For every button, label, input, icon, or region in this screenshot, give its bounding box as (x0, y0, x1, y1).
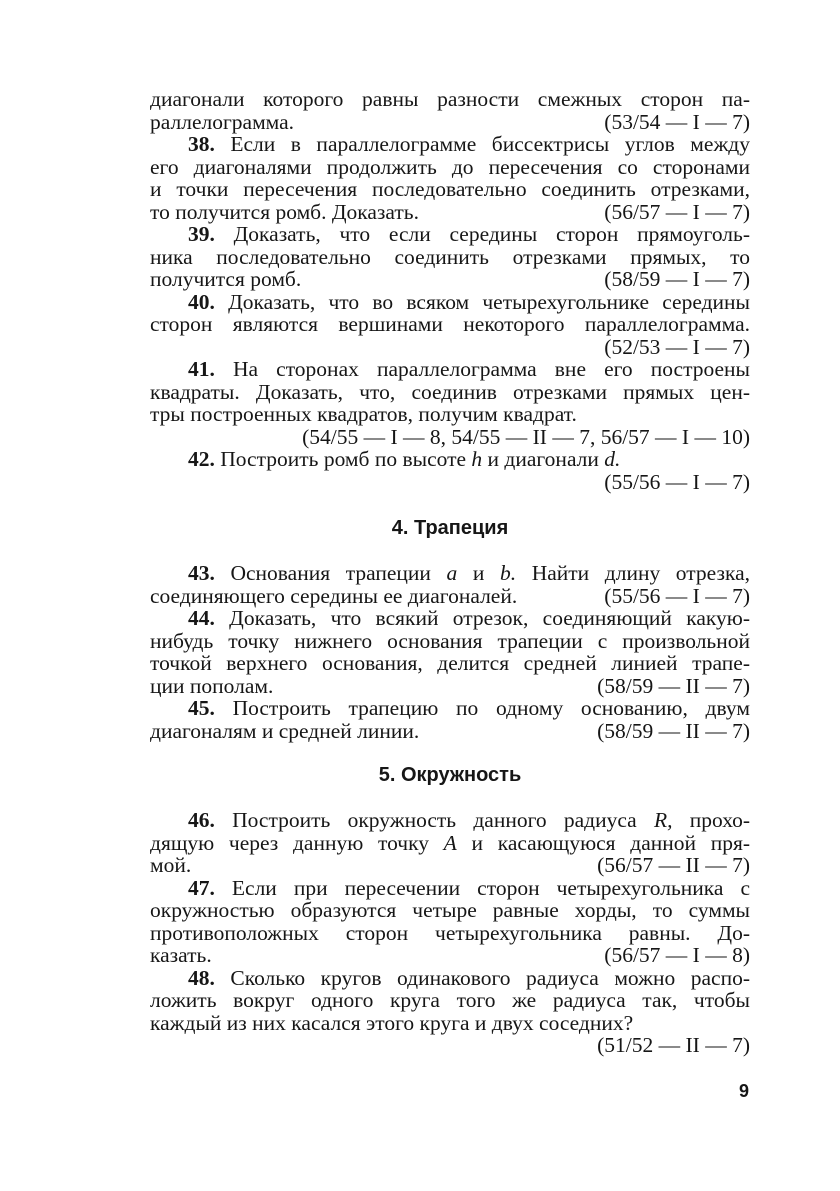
text-line: точкой верхнего основания, делится средней линией трапе- (150, 651, 750, 675)
text-fragment: и касающуюся данной пря- (471, 830, 750, 855)
source-reference: (56/57 — I — 7) (604, 199, 750, 224)
problem-40 (150, 291, 750, 359)
text-fragment: Если при пересечении сторон четырехугольника с (231, 875, 750, 900)
text-line: сторон являются вершинами некоторого параллелограмма. (150, 312, 750, 336)
problem-37-continuation (150, 88, 750, 133)
problem-number: 39. (188, 222, 215, 246)
text-fragment: и (472, 561, 485, 585)
text-line: нибудь точку нижнего основания трапеции с произвольной (150, 628, 750, 653)
problem-39 (150, 223, 750, 291)
text-fragment: диагоналям и средней линии. (150, 718, 420, 743)
text-line: квадраты. Доказать, что, соединив отрезками прямых цен- (150, 379, 750, 404)
section-heading: 5. Окружность (378, 764, 522, 786)
problem-41 (150, 358, 750, 448)
problem-number: 44. (188, 606, 215, 630)
text-line (150, 675, 750, 698)
problem-number: 43. (188, 561, 215, 585)
math-variable: R, (653, 808, 673, 832)
text-line (150, 944, 750, 967)
text-fragment: На сторонах параллелограмма вне его построены (232, 357, 751, 381)
text-fragment: и диагонали (487, 447, 599, 471)
text-fragment: Основания трапеции (230, 561, 431, 585)
problem-number: 42. (188, 447, 215, 471)
math-variable: A (443, 830, 457, 855)
problem-number: 46. (188, 808, 215, 832)
text-fragment: Доказать, что всякий отрезок, соединяющий какую- (229, 606, 751, 630)
source-reference: (56/57 — II — 7) (597, 853, 750, 877)
math-variable: h (471, 447, 483, 471)
text-fragment: то получится ромб. Доказать. (150, 199, 419, 224)
source-reference: (54/55 — I — 8, 54/55 — II — 7, 56/57 — I — 10) (302, 424, 750, 449)
page-number: 9 (739, 1081, 750, 1101)
math-variable: d. (604, 447, 621, 471)
problem-42 (150, 448, 750, 493)
text-fragment: Построить трапецию по одному основанию, двум (232, 696, 750, 720)
text-line: диагонали которого равны разности смежных сторон па- (150, 87, 750, 111)
text-line (150, 809, 750, 832)
text-fragment: раллелограмма. (150, 109, 295, 134)
problem-number: 41. (188, 357, 215, 381)
text-fragment: мой. (150, 853, 192, 877)
text-line: противоположных сторон четырехугольника равны. До- (150, 920, 750, 945)
text-fragment: Если в параллелограмме биссектрисы углов между (230, 132, 750, 156)
problem-number: 47. (188, 875, 215, 900)
problem-38 (150, 133, 750, 223)
problem-44 (150, 607, 750, 697)
source-reference: (58/59 — II — 7) (597, 673, 750, 698)
math-variable: a (446, 561, 458, 585)
text-line: ложить вокруг одного круга того же радиуса так, чтобы (150, 988, 750, 1012)
text-line (150, 854, 750, 877)
text-line (150, 133, 750, 156)
source-reference: (55/56 — I — 7) (604, 469, 750, 494)
problem-47 (150, 877, 750, 967)
text-line (150, 291, 750, 314)
text-line: тры построенных квадратов, получим квадрат. (150, 402, 577, 426)
text-line: его диагоналями продолжить до пересечения со сторонами (150, 154, 750, 179)
text-fragment: соединяющего середины ее диагоналей. (150, 583, 518, 608)
text-line (150, 223, 750, 246)
text-fragment: Построить окружность данного радиуса (232, 808, 637, 832)
math-variable: b. (499, 561, 517, 585)
text-line (150, 967, 750, 990)
text-line (150, 832, 750, 855)
text-line (150, 562, 750, 585)
text-line (150, 201, 750, 224)
text-fragment: Найти длину отрезка, (531, 561, 751, 585)
problem-45 (150, 697, 750, 742)
problem-43 (150, 562, 750, 607)
problem-number: 40. (188, 289, 215, 314)
text-line (150, 697, 750, 720)
problem-46 (150, 809, 750, 877)
source-reference: (52/53 — I — 7) (604, 334, 750, 359)
text-line (150, 720, 750, 743)
problem-number: 48. (188, 965, 215, 990)
source-reference: (55/56 — I — 7) (604, 583, 750, 608)
text-line (150, 268, 750, 291)
source-reference: (58/59 — II — 7) (597, 718, 750, 743)
problem-number: 45. (188, 696, 215, 720)
source-reference: (56/57 — I — 8) (604, 943, 750, 967)
text-fragment: получится ромб. (150, 267, 302, 291)
section-heading: 4. Трапеция (391, 517, 509, 539)
text-fragment: Построить ромб по высоте (220, 447, 467, 471)
text-line (150, 585, 750, 608)
text-line (150, 877, 750, 900)
problem-number: 38. (188, 132, 215, 156)
text-fragment: Доказать, что если середины сторон прямоуголь- (233, 222, 750, 246)
text-line: и точки пересечения последовательно соединить отрезками, (150, 177, 750, 201)
text-fragment: ции пополам. (150, 673, 274, 698)
text-line (150, 607, 750, 630)
text-fragment: прохо- (689, 808, 751, 832)
source-reference: (58/59 — I — 7) (604, 267, 750, 291)
page-body (150, 88, 750, 1057)
text-line (150, 448, 750, 471)
text-line: ника последовательно соединить отрезками прямых, то (150, 244, 750, 269)
text-line: окружностью образуются четыре равные хорды, то суммы (150, 898, 750, 922)
text-fragment: Сколько кругов одинакового радиуса можно распо- (230, 965, 751, 990)
text-line: каждый из них касался этого круга и двух соседних? (150, 1010, 634, 1035)
source-reference: (53/54 — I — 7) (604, 109, 750, 134)
source-reference: (51/52 — II — 7) (597, 1033, 750, 1057)
text-fragment: Доказать, что во всяком четырехугольнике середины (228, 289, 750, 314)
problem-48 (150, 967, 750, 1057)
text-line (150, 358, 750, 381)
text-fragment: казать. (150, 943, 212, 967)
text-line (150, 111, 750, 134)
text-fragment: дящую через данную точку (150, 830, 429, 855)
